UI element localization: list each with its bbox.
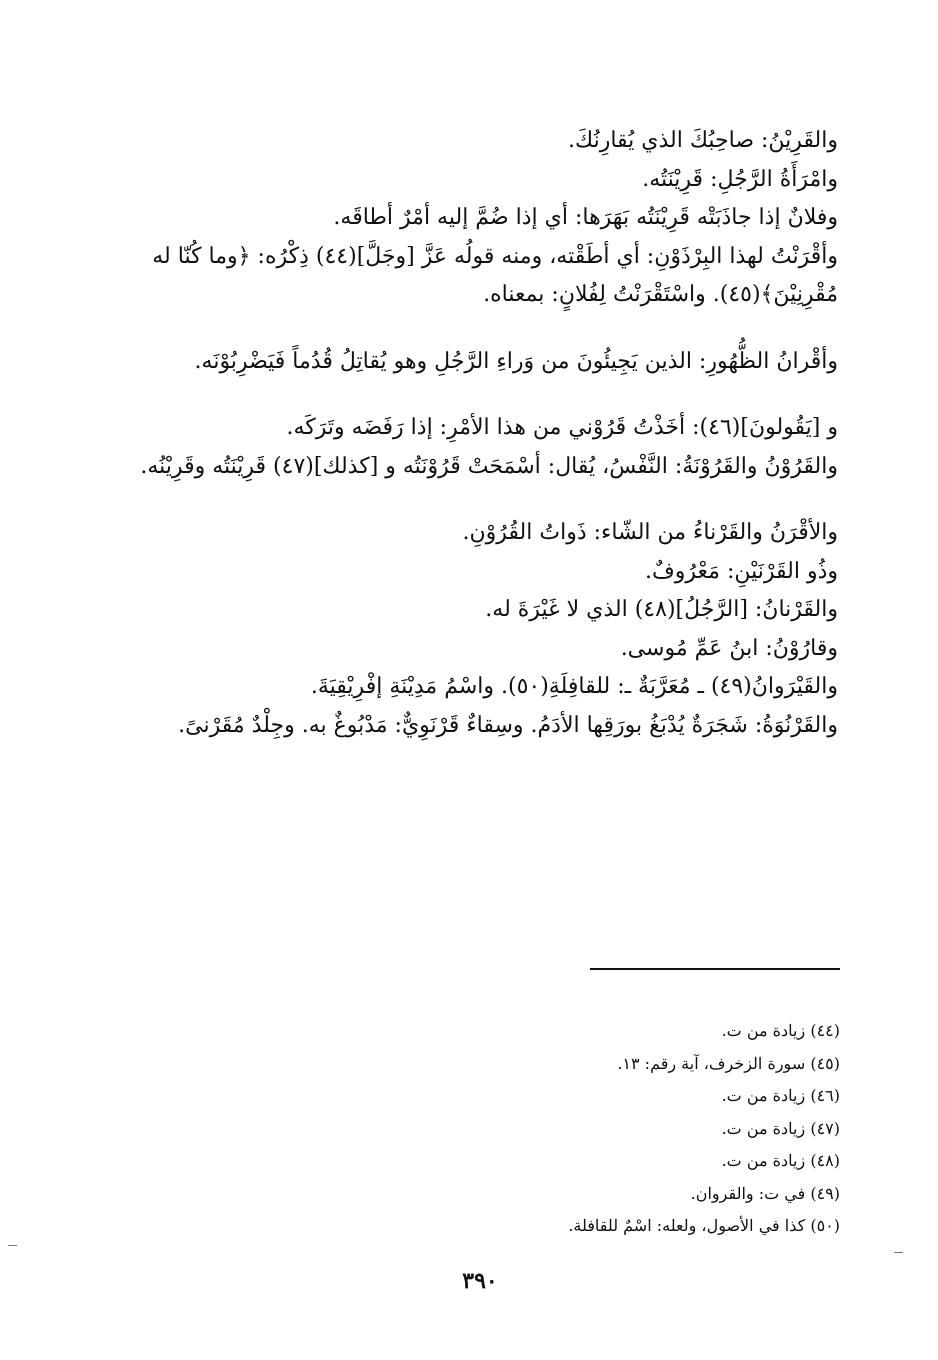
entry-qarun: وقارُوْنُ: ابنُ عَمِّ مُوسى. (620, 635, 838, 661)
scan-speck (8, 1245, 17, 1246)
entry-akhadhtu-qaruni: و [يَقُولونَ](٤٦): أخَذْتُ قَرُوْني من هذا الأمْرِ: إذا رَفَضَه وتَرَكَه. (286, 415, 838, 440)
entry-aqran-aldhuhur: وأقْرانُ الظُّهُورِ: الذين يَجِيئُونَ من وَراءِ الرَّجُلِ وهو يُقاتِلُ قُدُماً فَيَضْرِبُوْنَه. (194, 348, 838, 374)
footnote-49: (٤٩) في ت: والقروان. (690, 1183, 840, 1203)
footnote-48: (٤٨) زيادة من ت. (721, 1151, 840, 1170)
entry-dhul-qarnayn: وذُو القَرْنَيْنِ: مَعْرُوفٌ. (645, 558, 838, 584)
entry-jadhabathu: وفلانٌ إذا جاذَبَتْه قَرِيْنَتُه بَهَرَها: أي إذا ضُمَّ إليه أمْرٌ أطاقَه. (333, 205, 838, 230)
paragraph-gap (132, 315, 838, 343)
footnote-50: (٥٠) كذا في الأصول، ولعله: اسْمٌ للقافلة. (568, 1216, 840, 1235)
footnote-44: (٤٤) زيادة من ت. (721, 1021, 840, 1040)
footnote-47: (٤٧) زيادة من ت. (721, 1118, 840, 1138)
entry-qarnan: والقَرْنانُ: [الرَّجُلُ](٤٨) الذي لا غَيْرَةَ له. (485, 597, 838, 622)
entry-qarun-nafs: والقَرُوْنُ والقَرُوْنَةُ: النَّفْسُ، يُقال: أسْمَحَتْ قَرُوْنَتُه و [كذلك](٤٧) قَرِيْنَتُه وقَرِيْنُه. (140, 453, 838, 479)
entry-qayrawan: والقَيْرَوانُ(٤٩) ـ مُعَرَّبَةٌ ـ: للقافِلَةِ(٥٠). واسْمُ مَدِيْنَةِ إفْرِيْقِيَةَ. (310, 674, 838, 699)
entry-aqran-qarna: والأقْرَنُ والقَرْناءُ من الشّاء: ذَواتُ القُرُوْنِ. (462, 520, 838, 545)
paragraph-gap (132, 381, 838, 409)
main-text (132, 122, 838, 745)
footnote-46: (٤٦) زيادة من ت. (721, 1086, 840, 1105)
entry-wife: وامْرَأَةُ الرَّجُلِ: قَرِيْنَتُه. (642, 166, 838, 192)
page-number: ٣٩٠ (462, 1268, 498, 1294)
footnote-separator (590, 968, 840, 970)
entry-qarin: والقَرِيْنُ: صاحِبُكَ الذي يُقارِنُكَ. (568, 128, 838, 153)
entry-aqrantu: وأقْرَنْتُ لهذا البِرْذَوْنِ: أي أطَقْته، ومنه قولُه عَزَّ [وجَلَّ](٤٤) ذِكْرُه: ﴿وما كُنّا له مُقْرِنِيْنَ﴾(٤٥). واسْتَقْرَنْتُ لِفُلانٍ: بمعناه. (152, 243, 838, 307)
footnote-45: (٤٥) سورة الزخرف، آية رقم: ١٣. (617, 1053, 840, 1073)
scan-speck (894, 1252, 903, 1253)
footnotes (420, 1015, 840, 1243)
entry-qarnuwa: والقَرْنُوَةُ: شَجَرَةٌ يُدْبَغُ بورَقِها الأدَمُ. وسِقاءٌ قَرْنَوِيٌّ: مَدْبُوغٌ به. وجِلْدٌ مُقَرْنىً. (178, 712, 838, 738)
paragraph-gap (132, 486, 838, 514)
